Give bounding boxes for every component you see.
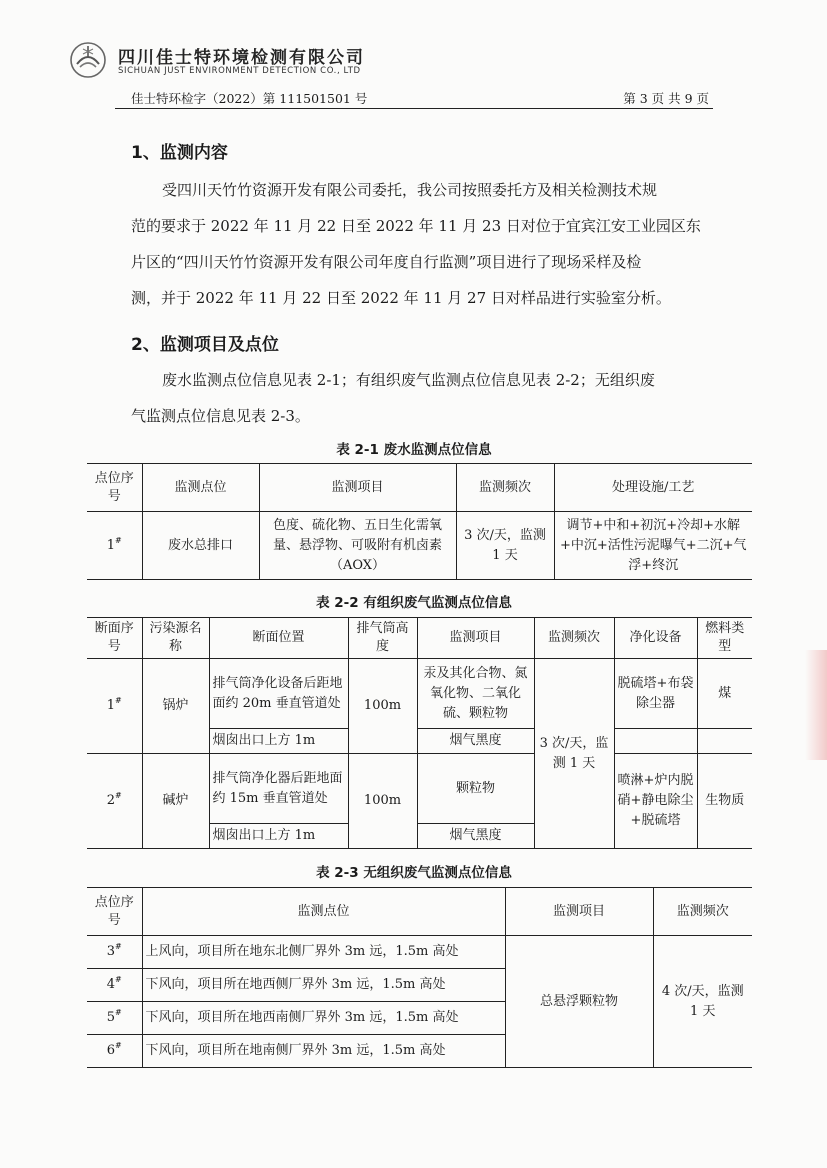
table-header: 断面位置 [209,618,348,659]
monitor-point: 上风向，项目所在地东北侧厂界外 3m 远，1.5m 高处 [142,936,505,969]
point-no: 4# [87,969,142,1002]
monitor-point: 废水总排口 [142,512,259,580]
table-header: 监测项目 [417,618,534,659]
table-header: 处理设施/工艺 [554,464,752,512]
table-row [87,936,752,969]
monitor-point: 下风向，项目所在地西侧厂界外 3m 远，1.5m 高处 [142,969,505,1002]
table-header: 监测项目 [505,888,653,936]
monitor-items: 汞及其化合物、氮氧化物、二氧化硫、颗粒物 [417,659,534,729]
table-header: 点位序号 [87,888,142,936]
section-1-paragraph [131,172,713,316]
monitor-item: 总悬浮颗粒物 [505,936,653,1068]
purification-device: 喷淋+炉内脱硝+静电除尘+脱硫塔 [614,754,697,849]
red-seal-stamp [805,650,827,760]
table-header: 监测点位 [142,464,259,512]
table-row [87,659,752,729]
section-no: 1# [87,659,142,754]
table-2-3 [87,887,752,1068]
section-position: 烟囱出口上方 1m [209,824,348,849]
section-position: 排气筒净化器后距地面约 15m 垂直管道处 [209,754,348,824]
table-2-1-caption: 表 2-1 废水监测点位信息 [336,442,492,458]
para-line: 气监测点位信息见表 2-3。 [131,407,310,425]
para-line: 片区的“四川天竹竹资源开发有限公司年度自行监测”项目进行了现场采样及检 [131,253,642,271]
purification-device: 脱硫塔+布袋除尘器 [614,659,697,729]
company-name-en: SICHUAN JUST ENVIRONMENT DETECTION CO., LTD [118,66,361,76]
table-header: 燃料类型 [697,618,752,659]
section-no: 2# [87,754,142,849]
point-no: 1# [87,512,142,580]
document-number: 佳士特环检字（2022）第 111501501 号 [131,91,368,106]
table-header: 监测项目 [259,464,456,512]
table-header: 污染源名称 [142,618,209,659]
company-name-cn: 四川佳士特环境检测有限公司 [118,48,365,68]
table-2-3-caption: 表 2-3 无组织废气监测点位信息 [316,865,512,881]
table-header: 点位序号 [87,464,142,512]
table-header: 排气筒高度 [348,618,417,659]
pollution-source: 碱炉 [142,754,209,849]
purification-device-empty [614,729,697,754]
monitor-frequency: 3 次/天，监测 1 天 [534,659,614,849]
monitor-items: 颗粒物 [417,754,534,824]
monitor-items: 烟气黑度 [417,729,534,754]
para-line: 测，并于 2022 年 11 月 22 日至 2022 年 11 月 27 日对样品进行实验室分析。 [131,289,671,307]
table-row [87,754,752,824]
monitor-point: 下风向，项目所在地西南侧厂界外 3m 远，1.5m 高处 [142,1002,505,1035]
table-header: 监测频次 [456,464,554,512]
table-header: 监测频次 [534,618,614,659]
stack-height: 100m [348,659,417,754]
para-line: 受四川天竹竹资源开发有限公司委托，我公司按照委托方及相关检测技术规 [162,181,658,199]
monitor-items: 色度、硫化物、五日生化需氧量、悬浮物、可吸附有机卤素（AOX） [259,512,456,580]
section-2-paragraph [131,362,713,434]
table-row [87,512,752,580]
section-position: 排气筒净化设备后距地面约 20m 垂直管道处 [209,659,348,729]
monitor-point: 下风向，项目所在地南侧厂界外 3m 远，1.5m 高处 [142,1035,505,1068]
monitor-frequency: 3 次/天，监测 1 天 [456,512,554,580]
company-logo-icon [68,40,108,80]
monitor-frequency: 4 次/天，监测 1 天 [653,936,752,1068]
table-2-2-caption: 表 2-2 有组织废气监测点位信息 [316,595,512,611]
section-2-title: 2、监测项目及点位 [131,335,279,355]
section-1-title: 1、监测内容 [131,143,228,163]
table-header: 监测点位 [142,888,505,936]
header-divider [115,108,713,109]
point-no: 3# [87,936,142,969]
point-no: 6# [87,1035,142,1068]
table-header: 监测频次 [653,888,752,936]
table-2-2 [87,617,752,849]
table-header: 断面序号 [87,618,142,659]
treatment-process: 调节+中和+初沉+冷却+水解+中沉+活性污泥曝气+二沉+气浮+终沉 [554,512,752,580]
monitor-items: 烟气黑度 [417,824,534,849]
page-number: 第 3 页 共 9 页 [623,91,709,106]
table-header: 净化设备 [614,618,697,659]
stack-height: 100m [348,754,417,849]
para-line: 废水监测点位信息见表 2-1；有组织废气监测点位信息见表 2-2；无组织废 [162,371,655,389]
para-line: 范的要求于 2022 年 11 月 22 日至 2022 年 11 月 23 日对位于宜宾江安工业园区东 [131,217,701,235]
table-2-1 [87,463,752,580]
section-position: 烟囱出口上方 1m [209,729,348,754]
pollution-source: 锅炉 [142,659,209,754]
fuel-type: 煤 [697,659,752,729]
point-no: 5# [87,1002,142,1035]
fuel-type-empty [697,729,752,754]
fuel-type: 生物质 [697,754,752,849]
